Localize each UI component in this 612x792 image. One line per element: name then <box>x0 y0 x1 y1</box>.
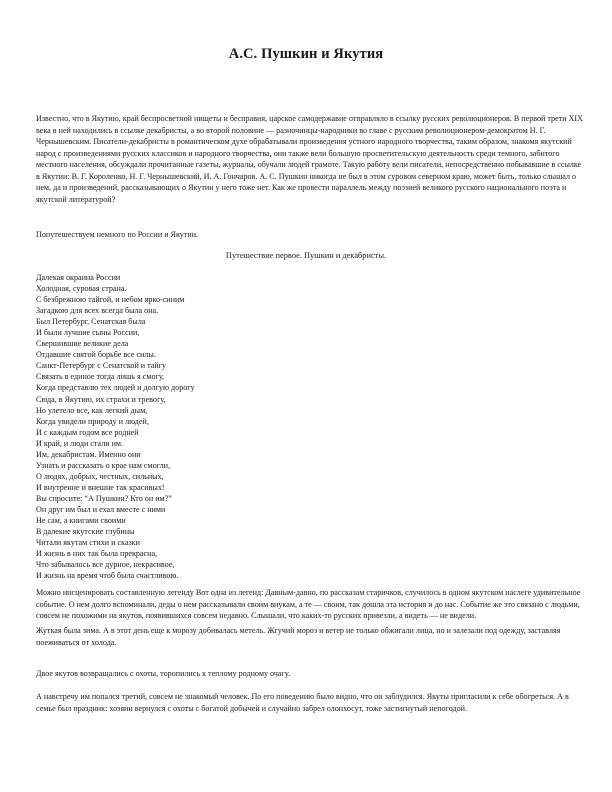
poem-line: И были лучшие сыны России, <box>36 328 140 338</box>
poem-line: Когда представлю тех людей и долгую дорогу <box>36 383 195 393</box>
poem-line: Отдавшие святой борьбе все силы. <box>36 350 156 360</box>
poem-line: Читали якутам стихи и сказки <box>36 538 140 548</box>
poem-line: И жизнь на время чтоб была счастливою. <box>36 571 179 581</box>
invite-paragraph <box>36 229 584 241</box>
invite-text: Попутешествуем немного по России и Якутии. <box>36 230 199 239</box>
poem-line: Но улетело все, как легкий дым, <box>36 405 148 415</box>
poem-line: И край, и люди стали им. <box>36 438 124 448</box>
poem-line: Когда увидели природу и людей, <box>36 416 149 426</box>
poem-line: Далекая окраина России <box>36 273 121 282</box>
poem-line: Связать в единое тогда лишь я смогу, <box>36 372 165 382</box>
poem-line: И жизнь в них так была прекрасна, <box>36 549 158 559</box>
legend-text: Можно инсценировать составленную легенду Вот одна из легенд: Давным-давно, по рассказам старичков, случилось в одном якутском наслеге удивительное событие. О нем долго вспоминали, деды о нем рассказывали своим внукам, а те — своим, так дошла эта история и до нас. Событие же это связано с людьми, совсем не похожими на якутов, появившихся совсем недавно. Слышали, что каких-то русских привезли, а видеть — не видели. <box>36 588 581 620</box>
legend-paragraph <box>36 587 584 622</box>
winter-paragraph <box>36 625 584 648</box>
poem-line: Сюда, в Якутию, их страхи и тревогу, <box>36 394 166 404</box>
poem-line: Вы спросите: “А Пушкин? Кто он им?” <box>36 493 172 503</box>
intro-text: Известно, что в Якутию, край беспросветной нищеты и бесправия, царское самодержавие отправляло в ссылку русских революционеров. В первой трети XIX века в ней находились в ссылке декабристы, а во второй половине — разночинцы-народники во главе с русским революционером-демократом Н. Г. Чернышевским. Писатели-декабристы в романтическом духе обрабатывали произведения устного народного творчества, таким образом, знакомя якутский народ с произведениями русских классиков и народного творчества, они также вели большую просветительскую деятельность среди темного, забитого местного населения, обсуждали прочитанные газеты, журналы, обучали людей грамоте. Такую работу вели писатели, непосредственно побывавшие в ссылке в Якутии: В. Г. Короленко, Н. Г. Чернышевский, И. А. Гончаров. А. С. Пушкин никогда не был в этом суровом северном краю, может быть, только слышал о нем, да и произведений, рассказывающих о Якутии у него тоже нет. Как же провести параллель между поэзией великого русского национального поэта и якутской литературой? <box>36 114 583 204</box>
poem-line: Он друг им был и ехал вместе с ними <box>36 504 166 514</box>
winter-text: Жуткая была зима. А в этот день еще к морозу добивалась метель. Жгучий мороз и ветер не только обжигали лица, но и залезали под одежду, заставляя поеживаться от холода. <box>36 626 561 647</box>
poem-line: И внутренне и внешне так красивых! <box>36 482 165 492</box>
poem-line: О людях, добрых, честных, сильных, <box>36 471 164 481</box>
poem-line: Что забывалось все дурное, некрасивое, <box>36 560 175 570</box>
return-text: Двое якутов возвращались с охоты, торопились к теплому родному очагу. <box>36 669 291 678</box>
poem-line: Свершившие великие дела <box>36 339 129 349</box>
poem-line: С безбрежною тайгой, и небом ярко-синим <box>36 295 185 305</box>
intro-paragraph <box>36 113 584 205</box>
section-subtitle: Путешествие первое. Пушкин и декабристы. <box>225 251 387 260</box>
poem <box>36 272 195 581</box>
poem-line: Узнать и рассказать о крае нам смогли, <box>36 460 170 470</box>
poem-line: Был Петербург, Сенатская была <box>36 317 146 327</box>
return-paragraph <box>36 668 584 680</box>
third-text: А навстречу им попался третий, совсем не знакомый человек. По его поведению было видно, что он заблудился. Якуты пригласили к себе обогреться. А в семье был праздник: хозяин вернулся с охоты с богатой добычей и случайно забрел олонхосут, тоже застигнутый непогодой. <box>36 692 569 713</box>
poem-line: И с каждым годом все родней <box>36 427 139 437</box>
poem-line: В далекие якутские глубины <box>36 527 135 537</box>
page-title: А.С. Пушкин и Якутия <box>228 46 384 62</box>
poem-line: Холодная, суровая страна. <box>36 284 127 294</box>
poem-line: Загадкою для всех всегда была она. <box>36 306 159 316</box>
poem-line: Не сам, а книгами своими <box>36 516 126 526</box>
poem-line: Им, декабристам. Именно они <box>36 449 141 459</box>
third-paragraph <box>36 691 584 714</box>
poem-line: Санкт-Петербург с Сенатской и тайгу <box>36 361 167 371</box>
